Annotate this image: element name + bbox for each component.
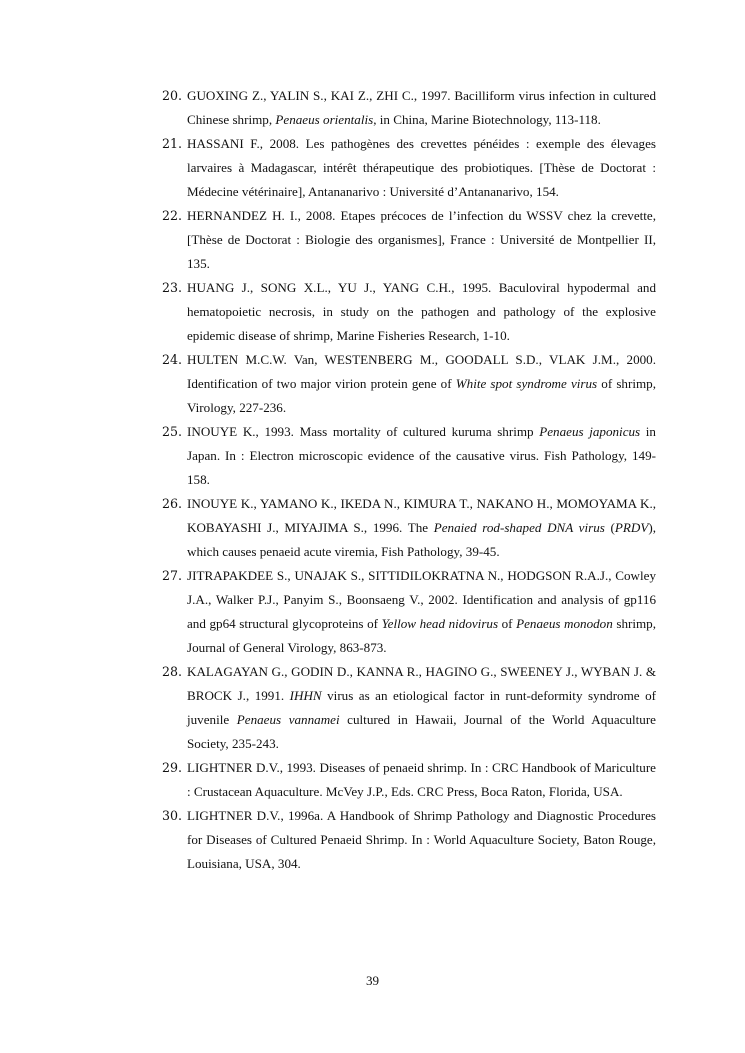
reference-text: JITRAPAKDEE S., UNAJAK S., SITTIDILOKRATNA N., HODGSON R.A.J., Cowley J.A., Walker P.J., Panyim S., Boonsaeng V., 2002. Identification and analysis of gp116 and gp64 structural glycoproteins of Yellow head nidovirus of Penaeus monodon shrimp, Journal of General Virology, 863-873. [187, 568, 656, 655]
reference-text: KALAGAYAN G., GODIN D., KANNA R., HAGINO G., SWEENEY J., WYBAN J. & BROCK J., 1991. IHHN virus as an etiological factor in runt-deformity syndrome of juvenile Penaeus vannamei cultured in Hawaii, Journal of the World Aquaculture Society, 235-243. [187, 664, 656, 751]
reference-item [162, 492, 656, 564]
reference-number: 27. [162, 568, 183, 583]
reference-item [162, 132, 656, 204]
reference-item [162, 420, 656, 492]
reference-number: 28. [162, 664, 183, 679]
reference-item [162, 804, 656, 876]
reference-text: INOUYE K., 1993. Mass mortality of cultured kuruma shrimp Penaeus japonicus in Japan. In : Electron microscopic evidence of the causative virus. Fish Pathology, 149-158. [187, 424, 656, 487]
reference-item [162, 756, 656, 804]
reference-text: HASSANI F., 2008. Les pathogènes des crevettes pénéides : exemple des élevages larvaires à Madagascar, intérêt thérapeutique des probiotiques. [Thèse de Doctorat : Médecine vétérinaire], Antananarivo : Université d’Antananarivo, 154. [187, 136, 656, 199]
page-number: 39 [365, 973, 380, 988]
reference-number: 20. [162, 88, 183, 103]
reference-text: HULTEN M.C.W. Van, WESTENBERG M., GOODALL S.D., VLAK J.M., 2000. Identification of two major virion protein gene of White spot syndrome virus of shrimp, Virology, 227-236. [187, 352, 656, 415]
reference-text: GUOXING Z., YALIN S., KAI Z., ZHI C., 1997. Bacilliform virus infection in cultured Chinese shrimp, Penaeus orientalis, in China, Marine Biotechnology, 113-118. [187, 88, 656, 127]
reference-text: HUANG J., SONG X.L., YU J., YANG C.H., 1995. Baculoviral hypodermal and hematopoietic necrosis, in study on the pathogen and pathology of the explosive epidemic disease of shrimp, Marine Fisheries Research, 1-10. [187, 280, 656, 343]
reference-item [162, 204, 656, 276]
reference-item [162, 564, 656, 660]
reference-number: 26. [162, 496, 183, 511]
reference-text: HERNANDEZ H. I., 2008. Etapes précoces de l’infection du WSSV chez la crevette, [Thèse de Doctorat : Biologie des organismes], France : Université de Montpellier II, 135. [187, 208, 656, 271]
reference-text: LIGHTNER D.V., 1993. Diseases of penaeid shrimp. In : CRC Handbook of Mariculture : Crustacean Aquaculture. McVey J.P., Eds. CRC Press, Boca Raton, Florida, USA. [187, 760, 656, 799]
reference-number: 22. [162, 208, 183, 223]
reference-item [162, 348, 656, 420]
reference-number: 23. [162, 280, 183, 295]
reference-number: 29. [162, 760, 183, 775]
reference-item [162, 276, 656, 348]
reference-list [162, 84, 656, 876]
reference-item [162, 660, 656, 756]
reference-text: LIGHTNER D.V., 1996a. A Handbook of Shrimp Pathology and Diagnostic Procedures for Diseases of Cultured Penaeid Shrimp. In : World Aquaculture Society, Baton Rouge, Louisiana, USA, 304. [187, 808, 656, 871]
reference-number: 21. [162, 136, 183, 151]
reference-item [162, 84, 656, 132]
reference-number: 30. [162, 808, 183, 823]
reference-number: 25. [162, 424, 183, 439]
reference-text: INOUYE K., YAMANO K., IKEDA N., KIMURA T., NAKANO H., MOMOYAMA K., KOBAYASHI J., MIYAJIMA S., 1996. The Penaied rod-shaped DNA virus (PRDV), which causes penaeid acute viremia, Fish Pathology, 39-45. [187, 496, 656, 559]
reference-number: 24. [162, 352, 183, 367]
